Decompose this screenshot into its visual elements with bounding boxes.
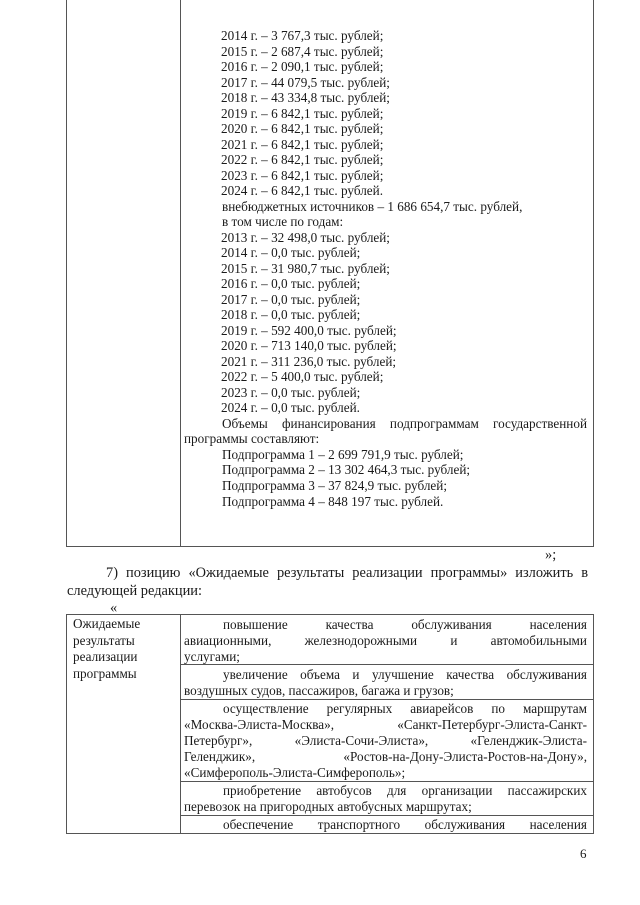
financing-line: 2023 г. – 0,0 тыс. рублей; [221,384,361,400]
word: автомобильными [490,633,587,648]
financing-line: 2020 г. – 6 842,1 тыс. рублей; [221,121,384,136]
word: осуществление [223,701,309,716]
table-column-divider [180,0,181,546]
word: качества [325,617,374,632]
word: обслуживания [411,617,492,632]
opening-quote: « [110,600,118,616]
financing-line: 2015 г. – 2 687,4 тыс. рублей; [221,43,384,59]
word: населения [529,617,587,632]
financing-line: 2017 г. – 44 079,5 тыс. рублей; [221,74,390,90]
route: Петербург», [184,733,253,748]
financing-line: Объемы финансирования подпрограммам государственной [222,415,587,431]
financing-line: Подпрограмма 3 – 37 824,9 тыс. рублей; [222,478,447,494]
word: железнодорожными [304,633,418,648]
word: транспортного [317,817,401,832]
cell-separator [180,815,594,816]
financing-line: 2021 г. – 6 842,1 тыс. рублей; [221,136,384,152]
financing-line: 2023 г. – 6 842,1 тыс. рублей; [221,167,384,183]
result-item-5-line-1 [223,817,587,833]
route: «Санкт-Петербург-Элиста-Санкт- [397,717,587,732]
cell-separator [180,664,594,665]
financing-line: 2019 г. – 6 842,1 тыс. рублей; [221,105,384,121]
financing-line: 2024 г. – 0,0 тыс. рублей. [221,400,360,415]
financing-line: 2017 г. – 0,0 тыс. рублей; [221,291,361,307]
financing-line: 2018 г. – 43 334,8 тыс. рублей; [221,90,390,105]
result-item-3-line-3 [184,733,587,749]
financing-line: 2016 г. – 2 090,1 тыс. рублей; [221,59,384,74]
word: регулярных [326,701,393,716]
financing-line: 2016 г. – 0,0 тыс. рублей; [221,276,361,291]
financing-line: 2013 г. – 32 498,0 тыс. рублей; [221,229,390,245]
page-number: 6 [580,846,587,861]
result-item-1-line-3: услугами; [184,649,240,664]
result-item-1-line-2 [184,633,587,649]
result-item-2-line-1: увеличение объема и улучшение качества обслуживания [223,667,587,682]
financing-line: 2019 г. – 592 400,0 тыс. рублей; [221,322,397,338]
word: авиарейсов [410,701,474,716]
word: обеспечение [223,817,294,832]
word: и [450,633,458,648]
route: «Элиста-Сочи-Элиста», [294,733,429,748]
financing-line: 2022 г. – 6 842,1 тыс. рублей; [221,152,384,167]
route: «Геленджик-Элиста- [470,733,587,748]
label-line: программы [73,665,137,681]
word: авиационными, [184,633,272,648]
result-item-4-line-2: перевозок на пригородных автобусных маршрутах; [184,799,472,814]
word: маршрутам [523,701,587,716]
paragraph-line-1: 7) позицию «Ожидаемые результаты реализации программы» изложить в [106,565,588,581]
expected-results-label [73,616,140,682]
result-item-3-line-5: «Симферополь-Элиста-Симферополь»; [184,765,406,780]
route: «Москва-Элиста-Москва», [184,717,335,732]
label-line: результаты [73,632,135,648]
word: населения [529,817,587,832]
financing-line: Подпрограмма 4 – 848 197 тыс. рублей. [222,493,444,509]
financing-line: 2021 г. – 311 236,0 тыс. рублей; [221,353,397,369]
financing-line: 2015 г. – 31 980,7 тыс. рублей; [221,260,390,276]
financing-line: внебюджетных источников – 1 686 654,7 тыс. рублей, [222,198,523,214]
route: «Ростов-на-Дону-Элиста-Ростов-на-Дону», [343,749,587,764]
cell-separator [180,781,594,782]
label-line: реализации [73,649,138,664]
paragraph-line-2: следующей редакции: [67,583,202,599]
result-item-1-line-1 [223,617,587,633]
table-column-divider [180,615,181,833]
financing-line: программы составляют: [184,431,320,446]
result-item-2-line-2: воздушных судов, пассажиров, багажа и грузов; [184,683,454,698]
financing-line: 2024 г. – 6 842,1 тыс. рублей. [221,183,384,198]
financing-line: 2014 г. – 0,0 тыс. рублей; [221,245,361,260]
financing-line: Подпрограмма 1 – 2 699 791,9 тыс. рублей; [222,446,464,462]
financing-line: 2022 г. – 5 400,0 тыс. рублей; [221,369,384,384]
result-item-4-line-1: приобретение автобусов для организации пассажирских [223,783,587,798]
route: Геленджик», [184,749,256,764]
result-item-3-line-4 [184,749,587,765]
financing-line: в том числе по годам: [222,214,344,229]
word: обслуживания [424,817,506,832]
label-line: Ожидаемые [73,616,141,631]
cell-separator [180,699,594,700]
word: повышение [223,617,288,632]
word: по [491,701,506,716]
closing-quote: »; [545,547,557,563]
result-item-3-line-1 [223,701,587,717]
result-item-3-line-2 [184,717,587,733]
financing-line: Подпрограмма 2 – 13 302 464,3 тыс. рублей; [222,462,471,478]
financing-line: 2014 г. – 3 767,3 тыс. рублей; [221,28,384,43]
financing-line: 2018 г. – 0,0 тыс. рублей; [221,307,361,322]
financing-line: 2020 г. – 713 140,0 тыс. рублей; [221,338,397,353]
